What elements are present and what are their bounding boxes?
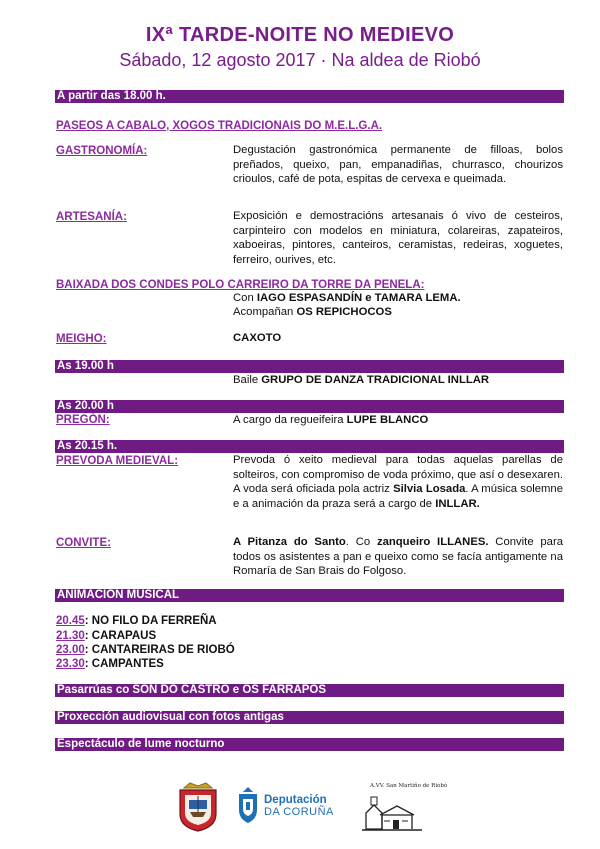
time-bar-1900: Ás 19.00 h [55, 360, 564, 373]
pregon-text: A cargo da regueifeira [233, 414, 347, 426]
church-drawing-icon [360, 791, 426, 831]
schedule-act: : CARAPAUS [84, 630, 157, 642]
schedule-time: 23.00 [56, 644, 85, 656]
prevoda-text-2: . A música solemne e a animación da praza será a cargo de [233, 483, 563, 510]
convite-text-1: . Co [345, 536, 377, 548]
baixada-line-1-names: IAGO ESPASANDÍN e TAMARA LEMA. [256, 292, 461, 304]
schedule-act: : CAMPANTES [84, 658, 164, 670]
animacion-musical-bar: ANIMACIÓN MUSICAL [55, 589, 564, 602]
schedule-time: 21.30 [56, 630, 85, 642]
deputacion-name: Deputación [264, 794, 327, 806]
schedule-act: : CANTAREIRAS DE RIOBÓ [84, 644, 235, 656]
time-bar-2000: Ás 20.00 h [55, 400, 564, 413]
page-subtitle: Sábado, 12 agosto 2017 · Na aldea de Riobó [119, 50, 481, 70]
schedule-item [56, 630, 156, 643]
convite-text [233, 535, 563, 579]
meigho-label: MEIGHO: [56, 333, 107, 345]
pregon-label: PREGÓN: [56, 414, 110, 426]
convite-bold-2: zanqueiro ILLANES. [376, 536, 489, 548]
pregon-name: LUPE BLANCO [346, 414, 429, 426]
baixada-line-2-names: OS REPICHOCOS [296, 306, 392, 318]
convite-bold-1: A Pitanza do Santo [233, 536, 346, 548]
convite-label: CONVITE: [56, 537, 111, 549]
artesania-text: Exposición e demostracións artesanais ó vivo de cesteiros, carpinteiro con modelos en miniatura, colareiras, zapateiros, xaboeiras, pintores, canteiros, ceramistas, redeiras, xoguetes, ferreiro, ourives, etc. [233, 210, 563, 266]
schedule-item [56, 644, 235, 657]
baile-text: Baile [233, 374, 262, 386]
coat-of-arms-icon [176, 782, 220, 832]
proxeccion-bar: Proxección audiovisual con fotos antigas [55, 711, 564, 724]
time-bar-2015: Ás 20.15 h. [55, 440, 564, 453]
espectaculo-bar: Espectáculo de lume nocturno [55, 738, 564, 751]
gastronomia-text: Degustación gastronómica permanente de filloas, bolos preñados, queixo, pan, empanadiñas, churrasco, chourizos crioulos, café de pota, espitas de cervexa e queimada. [233, 144, 563, 185]
coat-of-arms-logo [176, 782, 220, 832]
artesania-label: ARTESANÍA: [56, 211, 127, 223]
convite-text-2: Convite para todos os asistentes a pan e queixo como se facía antigamente na Romaría de San Brais do Folgoso. [233, 536, 563, 577]
prevoda-label: PREVODA MEDIEVAL: [56, 455, 179, 467]
deputacion-logo [236, 784, 336, 828]
baixada-heading: BAIXADA DOS CONDES POLO CARREIRO DA TORRE DA PENELA: [56, 279, 425, 291]
page-title: IXª TARDE-NOITE NO MEDIEVO [145, 24, 455, 46]
schedule-act: : NO FILO DA FERREÑA [84, 615, 217, 627]
baixada-line-1-text: Con [233, 292, 257, 304]
schedule-item [56, 658, 164, 671]
prevoda-group: INLLAR. [435, 497, 480, 510]
prevoda-text [233, 453, 563, 511]
schedule-time: 20.45 [56, 615, 85, 627]
deputacion-subname: DA CORUÑA [264, 806, 334, 818]
aavv-name: A.VV. San Martiño de Riobó [370, 783, 448, 789]
gastronomia-label: GASTRONOMÍA: [56, 145, 148, 157]
prevoda-actress: Silvia Losada [393, 483, 466, 495]
baixada-line-2-text: Acompañan [233, 306, 297, 318]
baile-group: GRUPO DE DANZA TRADICIONAL INLLAR [261, 374, 490, 386]
prevoda-text-1: Prevoda ó xeito medieval para todas aquelas parellas de solteiros, con compromiso de voda próximo, que así o desexaren. A voda será oficiada pola actriz [233, 454, 563, 495]
baixada-line-2 [233, 305, 392, 320]
pasarruas-bar: Pasarrúas co SON DO CASTRO e OS FARRAPOS [55, 684, 564, 697]
schedule-item [56, 615, 217, 628]
baixada-line-1 [233, 291, 461, 306]
meigho-text [233, 331, 281, 346]
aavv-logo [360, 783, 448, 831]
pregon-line [233, 413, 428, 428]
paseos-heading: PASEOS A CABALO, XOGOS TRADICIONAIS DO M.E.L.G.A. [56, 120, 383, 132]
deputacion-emblem-icon [236, 786, 260, 826]
start-time-bar: A partir das 18.00 h. [55, 90, 564, 103]
schedule-time: 23.30 [56, 658, 85, 670]
meigho-value: CAXOTO [233, 332, 282, 344]
baile-line [233, 373, 489, 388]
